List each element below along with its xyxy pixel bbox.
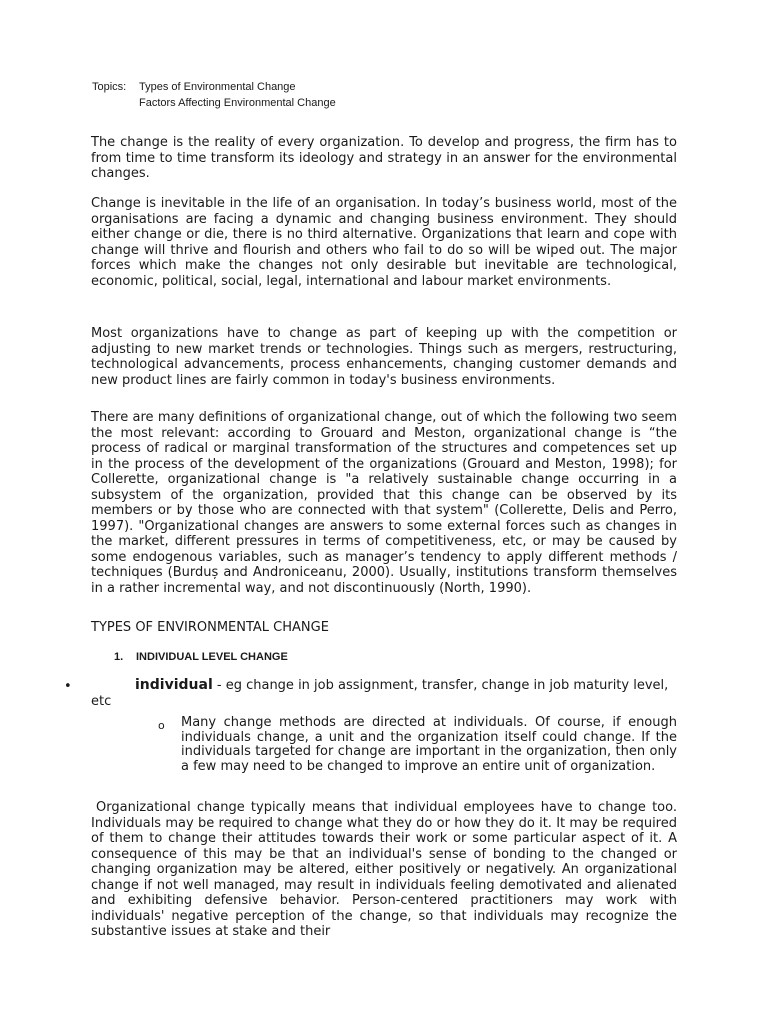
- paragraph-inevitable: Change is inevitable in the life of an organisation. In today’s business world, most of the organisations are facing a dynamic and changing business environment. They should either change or die, there is no third alternative. Organizations that learn and cope with change will thrive and flourish and others who fail to do so will be wiped out. The major forces which make the changes not only desirable but inevitable are technological, economic, political, social, legal, international and labour market environments.: [91, 196, 677, 289]
- bullet-term: individual: [135, 677, 213, 693]
- paragraph-intro: The change is the reality of every organization. To develop and progress, the firm has to from time to time transform its ideology and strategy in an answer for the environmental changes.: [91, 135, 677, 181]
- topics-label: Topics:: [92, 81, 127, 93]
- bullet-item: [91, 677, 677, 710]
- paragraph-definitions: There are many definitions of organizational change, out of which the following two seem the most relevant: according to Grouard and Meston, organizational change is “the process of radical or marginal transformation of the structures and competences set up in the process of the development of the organizations (Grouard and Meston, 1998); for Collerette, organizational change is "a relatively sustainable change occurring in a subsystem of the organization, provided that this change can be observed by its members or by those who are connected with that system" (Collerette, Delis and Perro, 1997). "Organizational changes are answers to some external forces such as changes in the market, different pressures in terms of competitiveness, etc, or may be caused by some endogenous variables, such as manager’s tendency to apply different methods / techniques (Burduș and Androniceanu, 2000). Usually, institutions transform themselves in a rather incremental way, and not discontinuously (North, 1990).: [91, 410, 677, 596]
- topic-item-2: Factors Affecting Environmental Change: [139, 97, 336, 109]
- section-heading: TYPES OF ENVIRONMENTAL CHANGE: [91, 620, 329, 635]
- paragraph-closing: Organizational change typically means that individual employees have to change too. Individuals may be required to change what they do or how they do it. It may be required of them to change their attitudes towards their work or some particular aspect of it. A consequence of this may be that an individual's sense of bonding to the changed or changing organization may be altered, either positively or negatively. An organizational change if not well managed, may result in individuals feeling demotivated and alienated and exhibiting defensive behavior. Person-centered practitioners may work with individuals' negative perception of the change, so that individuals may recognize the substantive issues at stake and their: [91, 800, 677, 939]
- topic-item-1: Types of Environmental Change: [139, 81, 296, 93]
- numbered-heading-label: INDIVIDUAL LEVEL CHANGE: [136, 651, 288, 663]
- numbered-heading: [114, 649, 288, 665]
- list-number: 1.: [114, 651, 124, 663]
- bullet-marker: •: [64, 679, 72, 694]
- sub-bullet-text: Many change methods are directed at individuals. Of course, if enough individuals change, a unit and the organization itself could change. If the individuals targeted for change are important in the organization, then only a few may need to be changed to improve an entire unit of organization.: [181, 715, 677, 774]
- topics-block: [92, 79, 336, 111]
- bullet-description: - eg change in job assignment, transfer, change in job maturity level, etc: [91, 678, 669, 709]
- paragraph-competition: Most organizations have to change as part of keeping up with the competition or adjusting to new market trends or technologies. Things such as mergers, restructuring, technological advancements, process enhancements, changing customer demands and new product lines are fairly common in today's business environments.: [91, 326, 677, 388]
- sub-bullet-marker: o: [158, 719, 165, 732]
